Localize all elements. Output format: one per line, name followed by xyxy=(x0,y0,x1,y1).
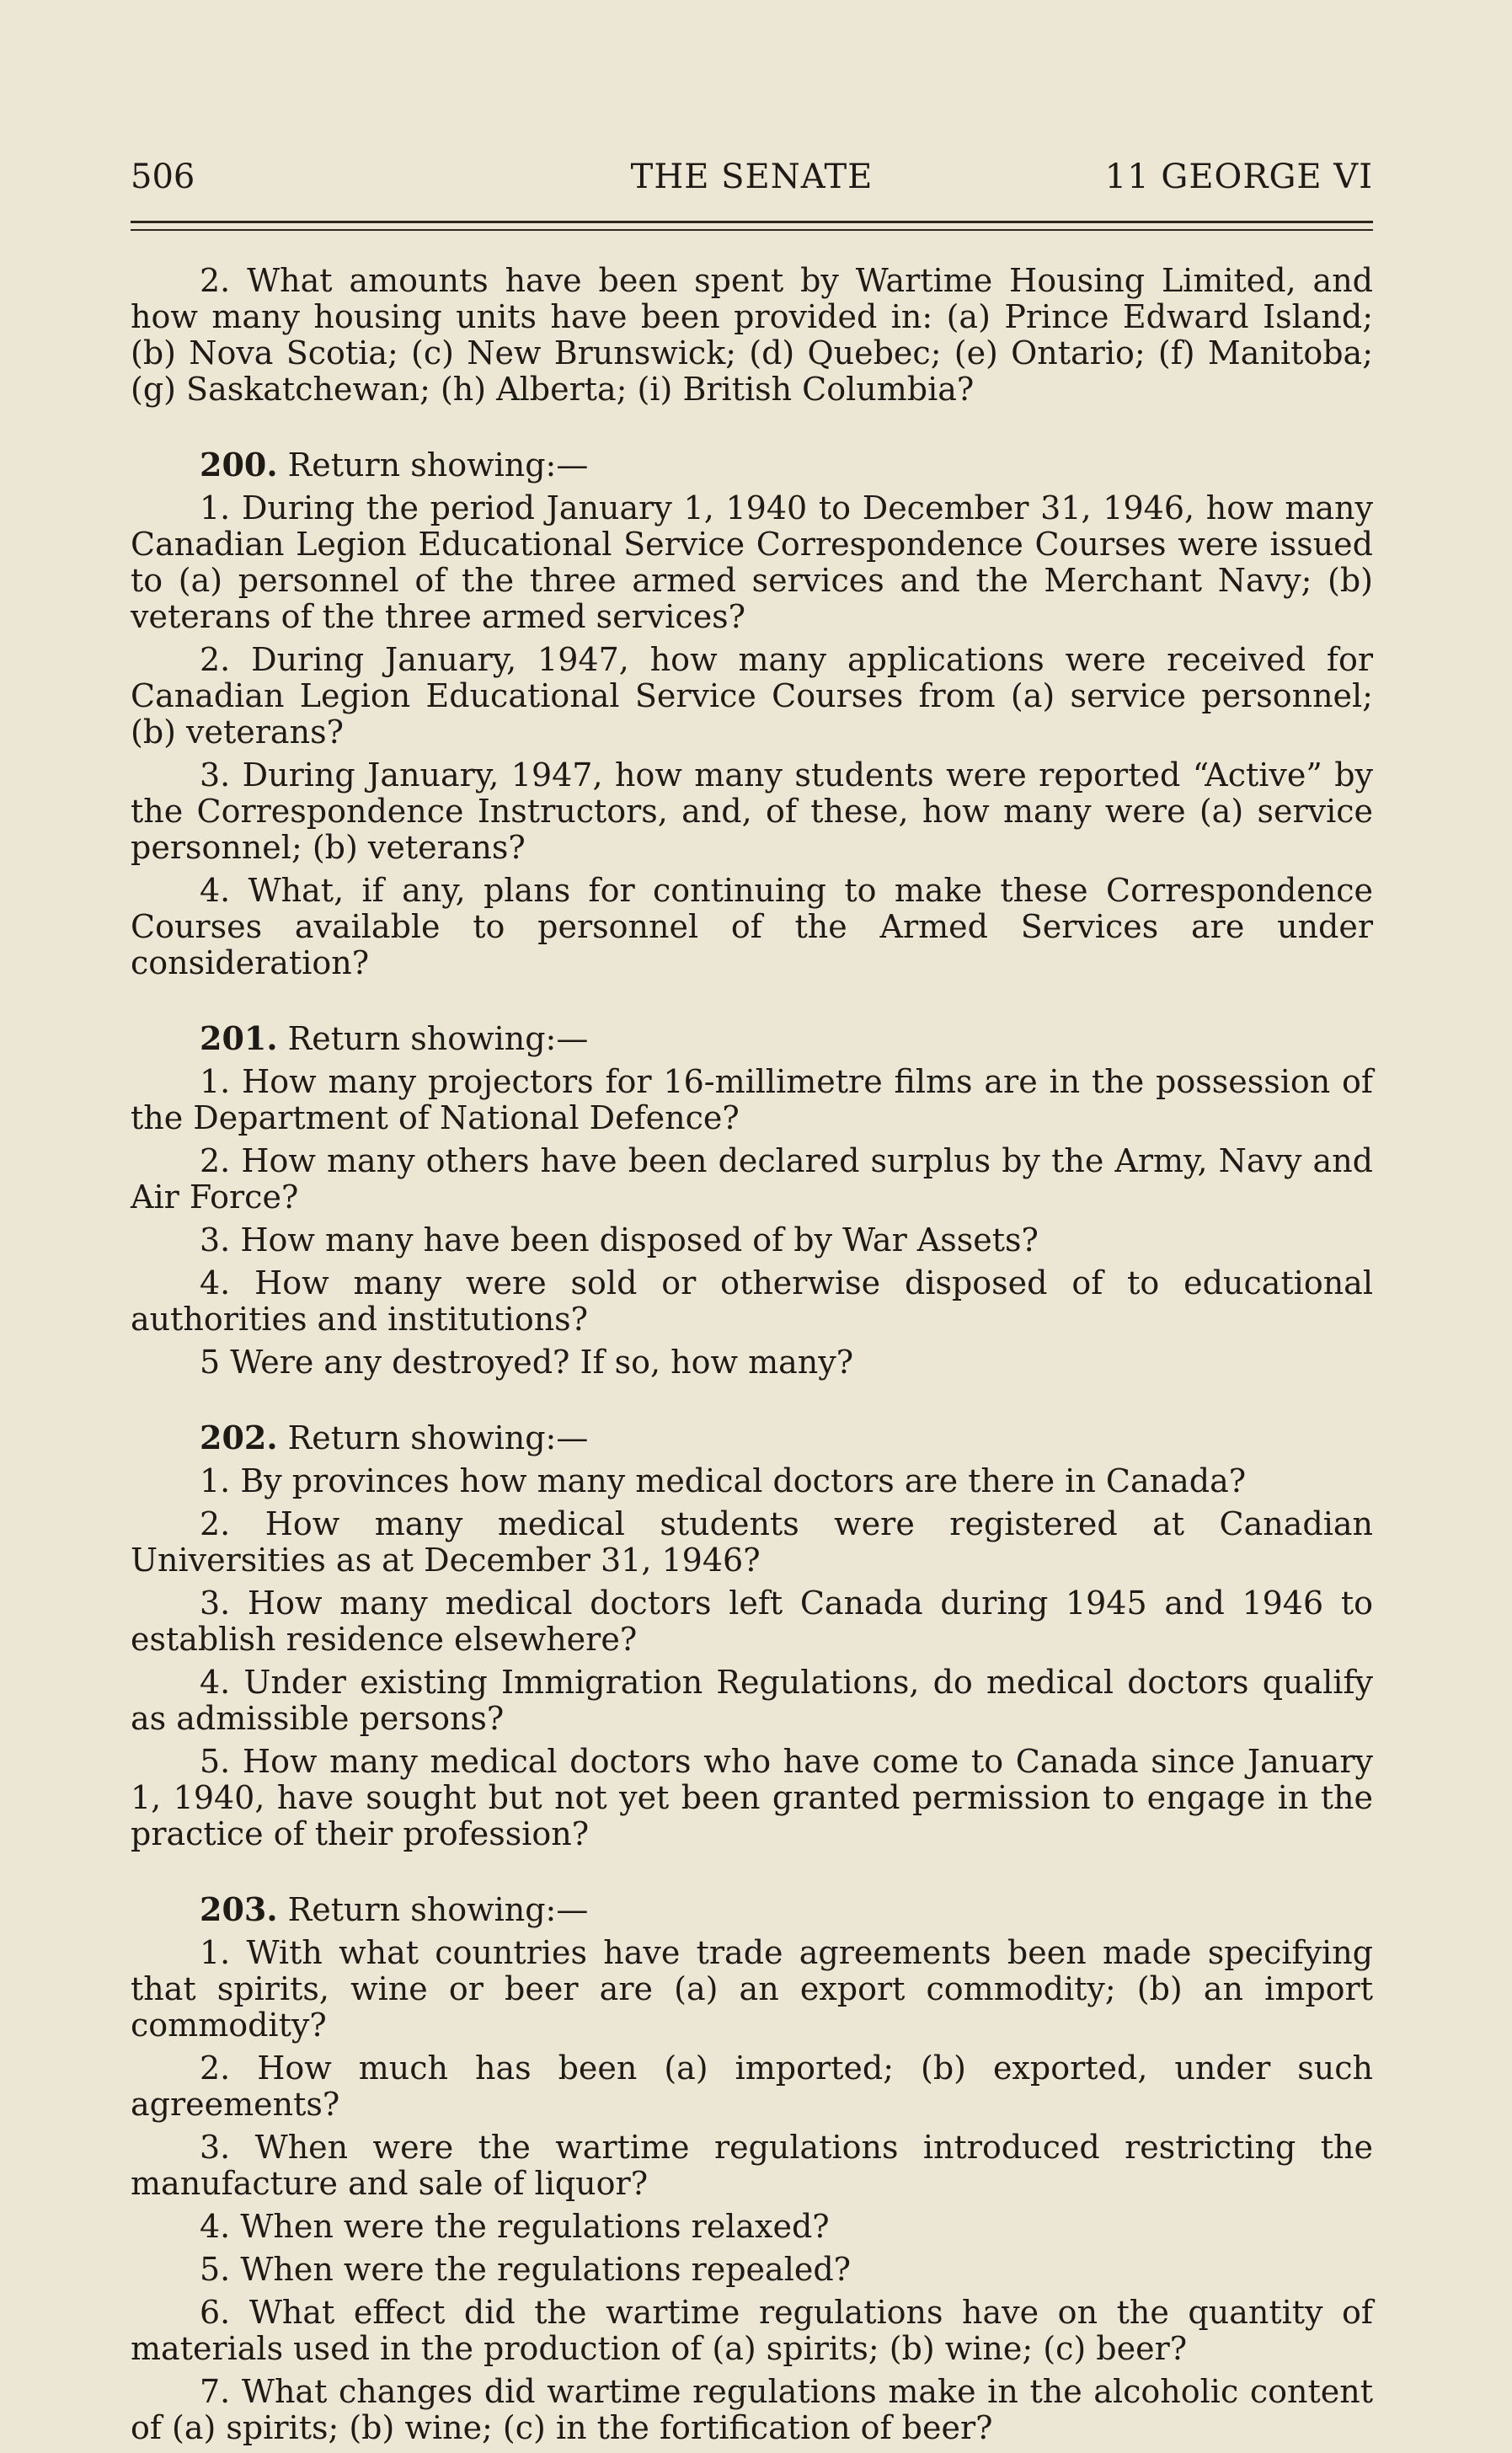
question: 5. How many medical doctors who have come to Canada since January 1, 1940, have sought but not yet been granted permission to engage in the practice of their profession? xyxy=(131,1743,1373,1852)
section-number: 203. xyxy=(200,1890,278,1928)
question: 1. How many projectors for 16-millimetre films are in the possession of the Department of National Defence? xyxy=(131,1063,1373,1136)
question: 1. During the period January 1, 1940 to December 31, 1946, how many Canadian Legion Educational Service Correspondence Courses were issued to (a) personnel of the three armed services and the Merchant Navy; (b) veterans of the three armed services? xyxy=(131,489,1373,635)
header-rule-bottom xyxy=(131,229,1373,231)
section-heading-text: Return showing:— xyxy=(287,1891,589,1928)
regnal-year: 11 GEORGE VI xyxy=(1104,158,1373,196)
question: 2. During January, 1947, how many applications were received for Canadian Legion Educational Service Courses from (a) service personnel; (b) veterans? xyxy=(131,641,1373,751)
question: 6. What effect did the wartime regulations have on the quantity of materials used in the production of (a) spirits; (b) wine; (c) beer? xyxy=(131,2294,1373,2367)
question: 3. How many medical doctors left Canada during 1945 and 1946 to establish residence elsewhere? xyxy=(131,1585,1373,1658)
section-heading xyxy=(131,1891,1373,1928)
question: 5 Were any destroyed? If so, how many? xyxy=(200,1344,854,1381)
question: 2. How many others have been declared surplus by the Army, Navy and Air Force? xyxy=(131,1142,1373,1216)
section-200 xyxy=(131,446,1373,981)
section-heading-text: Return showing:— xyxy=(287,1020,589,1057)
section-202 xyxy=(131,1419,1373,1852)
question: 2. How many medical students were registered at Canadian Universities as at December 31, 1946? xyxy=(131,1505,1373,1579)
question: 4. How many were sold or otherwise disposed of to educational authorities and institutions? xyxy=(131,1264,1373,1338)
question: 1. With what countries have trade agreements been made specifying that spirits, wine or beer are (a) an export commodity; (b) an import commodity? xyxy=(131,1934,1373,2044)
question: 3. During January, 1947, how many students were reported “Active” by the Correspondence Instructors, and, of these, how many were (a) service personnel; (b) veterans? xyxy=(131,756,1373,866)
page-number: 506 xyxy=(131,158,195,196)
section-heading xyxy=(131,1419,1373,1456)
question: 4. When were the regulations relaxed? xyxy=(200,2208,830,2245)
running-header xyxy=(131,152,1373,202)
question: 3. When were the wartime regulations introduced restricting the manufacture and sale of liquor? xyxy=(131,2129,1373,2202)
page-body xyxy=(131,263,1373,2453)
question: 5. When were the regulations repealed? xyxy=(200,2251,852,2288)
question: 7. What changes did wartime regulations make in the alcoholic content of (a) spirits; (b) wine; (c) in the fortification of beer? xyxy=(131,2373,1373,2446)
section-number: 202. xyxy=(200,1419,278,1456)
question: 1. By provinces how many medical doctors are there in Canada? xyxy=(200,1462,1247,1499)
section-201 xyxy=(131,1020,1373,1381)
section-heading-text: Return showing:— xyxy=(287,446,589,484)
question: 3. How many have been disposed of by War Assets? xyxy=(200,1221,1039,1259)
page-title: THE SENATE xyxy=(630,158,874,196)
section-number: 200. xyxy=(200,446,278,484)
intro-question: 2. What amounts have been spent by Wartime Housing Limited, and how many housing units have been provided in: (a) Prince Edward Island; (b) Nova Scotia; (c) New Brunswick; (d) Quebec; (e) Ontario; (f) Manitoba; (g) Saskatchewan; (h) Alberta; (i) British Columbia? xyxy=(131,262,1373,408)
header-rule-top xyxy=(131,221,1373,223)
section-heading xyxy=(131,446,1373,484)
section-heading xyxy=(131,1020,1373,1057)
question: 4. Under existing Immigration Regulations, do medical doctors qualify as admissible persons? xyxy=(131,1664,1373,1737)
section-heading-text: Return showing:— xyxy=(287,1419,589,1456)
question: 4. What, if any, plans for continuing to make these Correspondence Courses available to personnel of the Armed Services are under consideration? xyxy=(131,872,1373,981)
question: 2. How much has been (a) imported; (b) exported, under such agreements? xyxy=(131,2050,1373,2123)
section-number: 201. xyxy=(200,1019,278,1057)
section-203 xyxy=(131,1891,1373,2446)
